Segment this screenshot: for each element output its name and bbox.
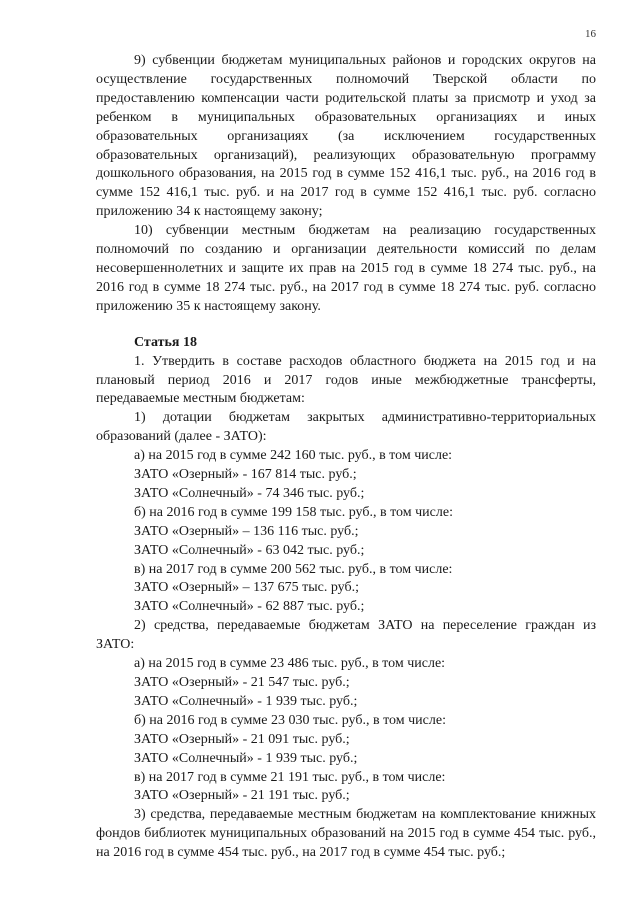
article-item-3: 3) средства, передаваемые местным бюджетам на комплектование книжных фондов библиотек муниципальных образований на 2015 год в сумме 454 тыс. руб., на 2016 год в сумме 454 тыс. руб., на 2017 год в сумме 454 тыс. руб.;	[96, 807, 596, 861]
section-spacer	[96, 317, 596, 334]
article-heading: Статья 18	[134, 334, 197, 350]
item2-line: ЗАТО «Озерный» - 21 547 тыс. руб.;	[134, 675, 350, 690]
item1-line: в) на 2017 год в сумме 200 562 тыс. руб., в том числе:	[134, 561, 453, 577]
item1-line: ЗАТО «Озерный» – 136 116 тыс. руб.;	[134, 523, 359, 539]
item2-line: ЗАТО «Озерный» - 21 091 тыс. руб.;	[134, 731, 350, 747]
item1-line: ЗАТО «Солнечный» - 62 887 тыс. руб.;	[134, 599, 365, 615]
document-body	[96, 52, 596, 863]
item2-line: б) на 2016 год в сумме 23 030 тыс. руб., в том числе:	[134, 712, 446, 728]
item1-line: ЗАТО «Озерный» - 167 814 тыс. руб.;	[134, 467, 357, 483]
item1-line: ЗАТО «Солнечный» - 74 346 тыс. руб.;	[134, 485, 365, 501]
item2-line: а) на 2015 год в сумме 23 486 тыс. руб., в том числе:	[134, 656, 446, 672]
item1-line: ЗАТО «Солнечный» - 63 042 тыс. руб.;	[134, 542, 365, 558]
item2-line: ЗАТО «Солнечный» - 1 939 тыс. руб.;	[134, 750, 358, 766]
article-item-1: 1) дотации бюджетам закрытых административно-территориальных образований (далее - ЗАТО):	[96, 410, 596, 445]
paragraph-item-10: 10) субвенции местным бюджетам на реализацию государственных полномочий по созданию и организации деятельности комиссий по делам несовершеннолетних и защите их прав на 2015 год в сумме 18 274 тыс. руб., на 2016 год в сумме 18 274 тыс. руб., на 2017 год в сумме 18 274 тыс. руб. согласно приложению 35 к настоящему закону.	[96, 223, 596, 314]
item2-line: ЗАТО «Озерный» - 21 191 тыс. руб.;	[134, 788, 350, 804]
item1-line: б) на 2016 год в сумме 199 158 тыс. руб., в том числе:	[134, 504, 453, 520]
item1-line: а) на 2015 год в сумме 242 160 тыс. руб., в том числе:	[134, 448, 453, 464]
article-item-2: 2) средства, передаваемые бюджетам ЗАТО на переселение граждан из ЗАТО:	[96, 618, 596, 653]
article-intro: 1. Утвердить в составе расходов областного бюджета на 2015 год и на плановый период 2016 и 2017 годов иные межбюджетные трансферты, передаваемые местным бюджетам:	[96, 353, 596, 407]
item2-line: ЗАТО «Солнечный» - 1 939 тыс. руб.;	[134, 693, 358, 709]
page-number: 16	[585, 28, 596, 40]
item2-line: в) на 2017 год в сумме 21 191 тыс. руб., в том числе:	[134, 769, 446, 785]
paragraph-item-9: 9) субвенции бюджетам муниципальных районов и городских округов на осуществление государственных полномочий Тверской области по предоставлению компенсации части родительской платы за присмотр и уход за ребенком в муниципальных образовательных организациях и иных образовательных организациях (за исключением государственных образовательных организаций), реализующих образовательную программу дошкольного образования, на 2015 год в сумме 152 416,1 тыс. руб., на 2016 год в сумме 152 416,1 тыс. руб. и на 2017 год в сумме 152 416,1 тыс. руб. согласно приложению 34 к настоящему закону;	[96, 53, 596, 220]
item1-line: ЗАТО «Озерный» – 137 675 тыс. руб.;	[134, 580, 359, 596]
